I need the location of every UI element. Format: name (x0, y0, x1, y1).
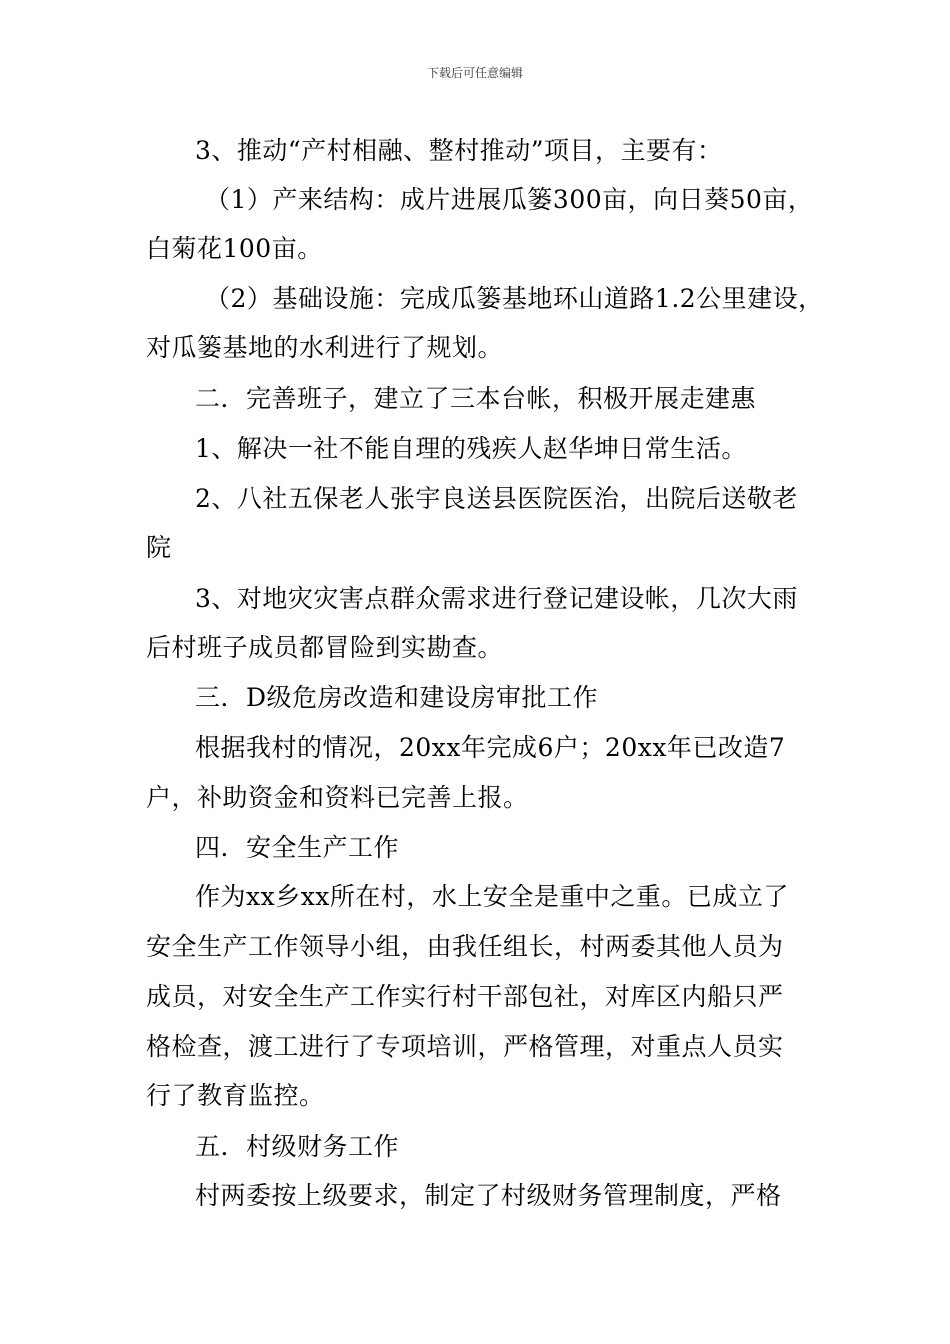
paragraph-line: 2、八社五保老人张宇良送县医院医治，出院后送敬老 (195, 484, 798, 513)
paragraph-line: 院 (146, 533, 172, 562)
section-heading: 二．完善班子，建立了三本台帐，积极开展走建惠 (195, 384, 757, 413)
paragraph-line: （2）基础设施：完成瓜篓基地环山道路1.2公里建设， (205, 284, 824, 313)
paragraph-line: 根据我村的情况，20xx年完成6户；20xx年已改造7 (195, 733, 786, 762)
paragraph-line: 白菊花100亩。 (146, 234, 323, 263)
paragraph-line: 户，补助资金和资料已完善上报。 (146, 783, 529, 812)
section-heading: 五．村级财务工作 (195, 1132, 400, 1161)
paragraph-line: 1、解决一社不能自理的残疾人赵华坤日常生活。 (195, 434, 747, 463)
page-header: 下载后可任意编辑 (426, 66, 523, 80)
paragraph-line: 对瓜篓基地的水利进行了规划。 (146, 333, 504, 362)
paragraph-line: 后村班子成员都冒险到实勘查。 (146, 633, 504, 662)
section-heading: 三．D级危房改造和建设房审批工作 (195, 683, 599, 712)
section-heading: 四．安全生产工作 (195, 833, 400, 862)
paragraph-line: 3、推动“产村相融、整村推动”项目，主要有： (195, 136, 723, 165)
paragraph-line: 成员，对安全生产工作实行村干部包社，对库区内船只严 (146, 982, 784, 1011)
paragraph-line: （1）产来结构：成片进展瓜篓300亩，向日葵50亩， (205, 185, 814, 214)
paragraph-line: 村两委按上级要求，制定了村级财务管理制度，严格 (195, 1181, 782, 1210)
paragraph-line: 行了教育监控。 (146, 1081, 325, 1110)
paragraph-line: 安全生产工作领导小组，由我任组长，村两委其他人员为 (146, 932, 784, 961)
paragraph-line: 格检查，渡工进行了专项培训，严格管理，对重点人员实 (146, 1032, 784, 1061)
paragraph-line: 作为xx乡xx所在村，水上安全是重中之重。已成立了 (195, 882, 789, 911)
paragraph-line: 3、对地灾灾害点群众需求进行登记建设帐，几次大雨 (195, 584, 798, 613)
